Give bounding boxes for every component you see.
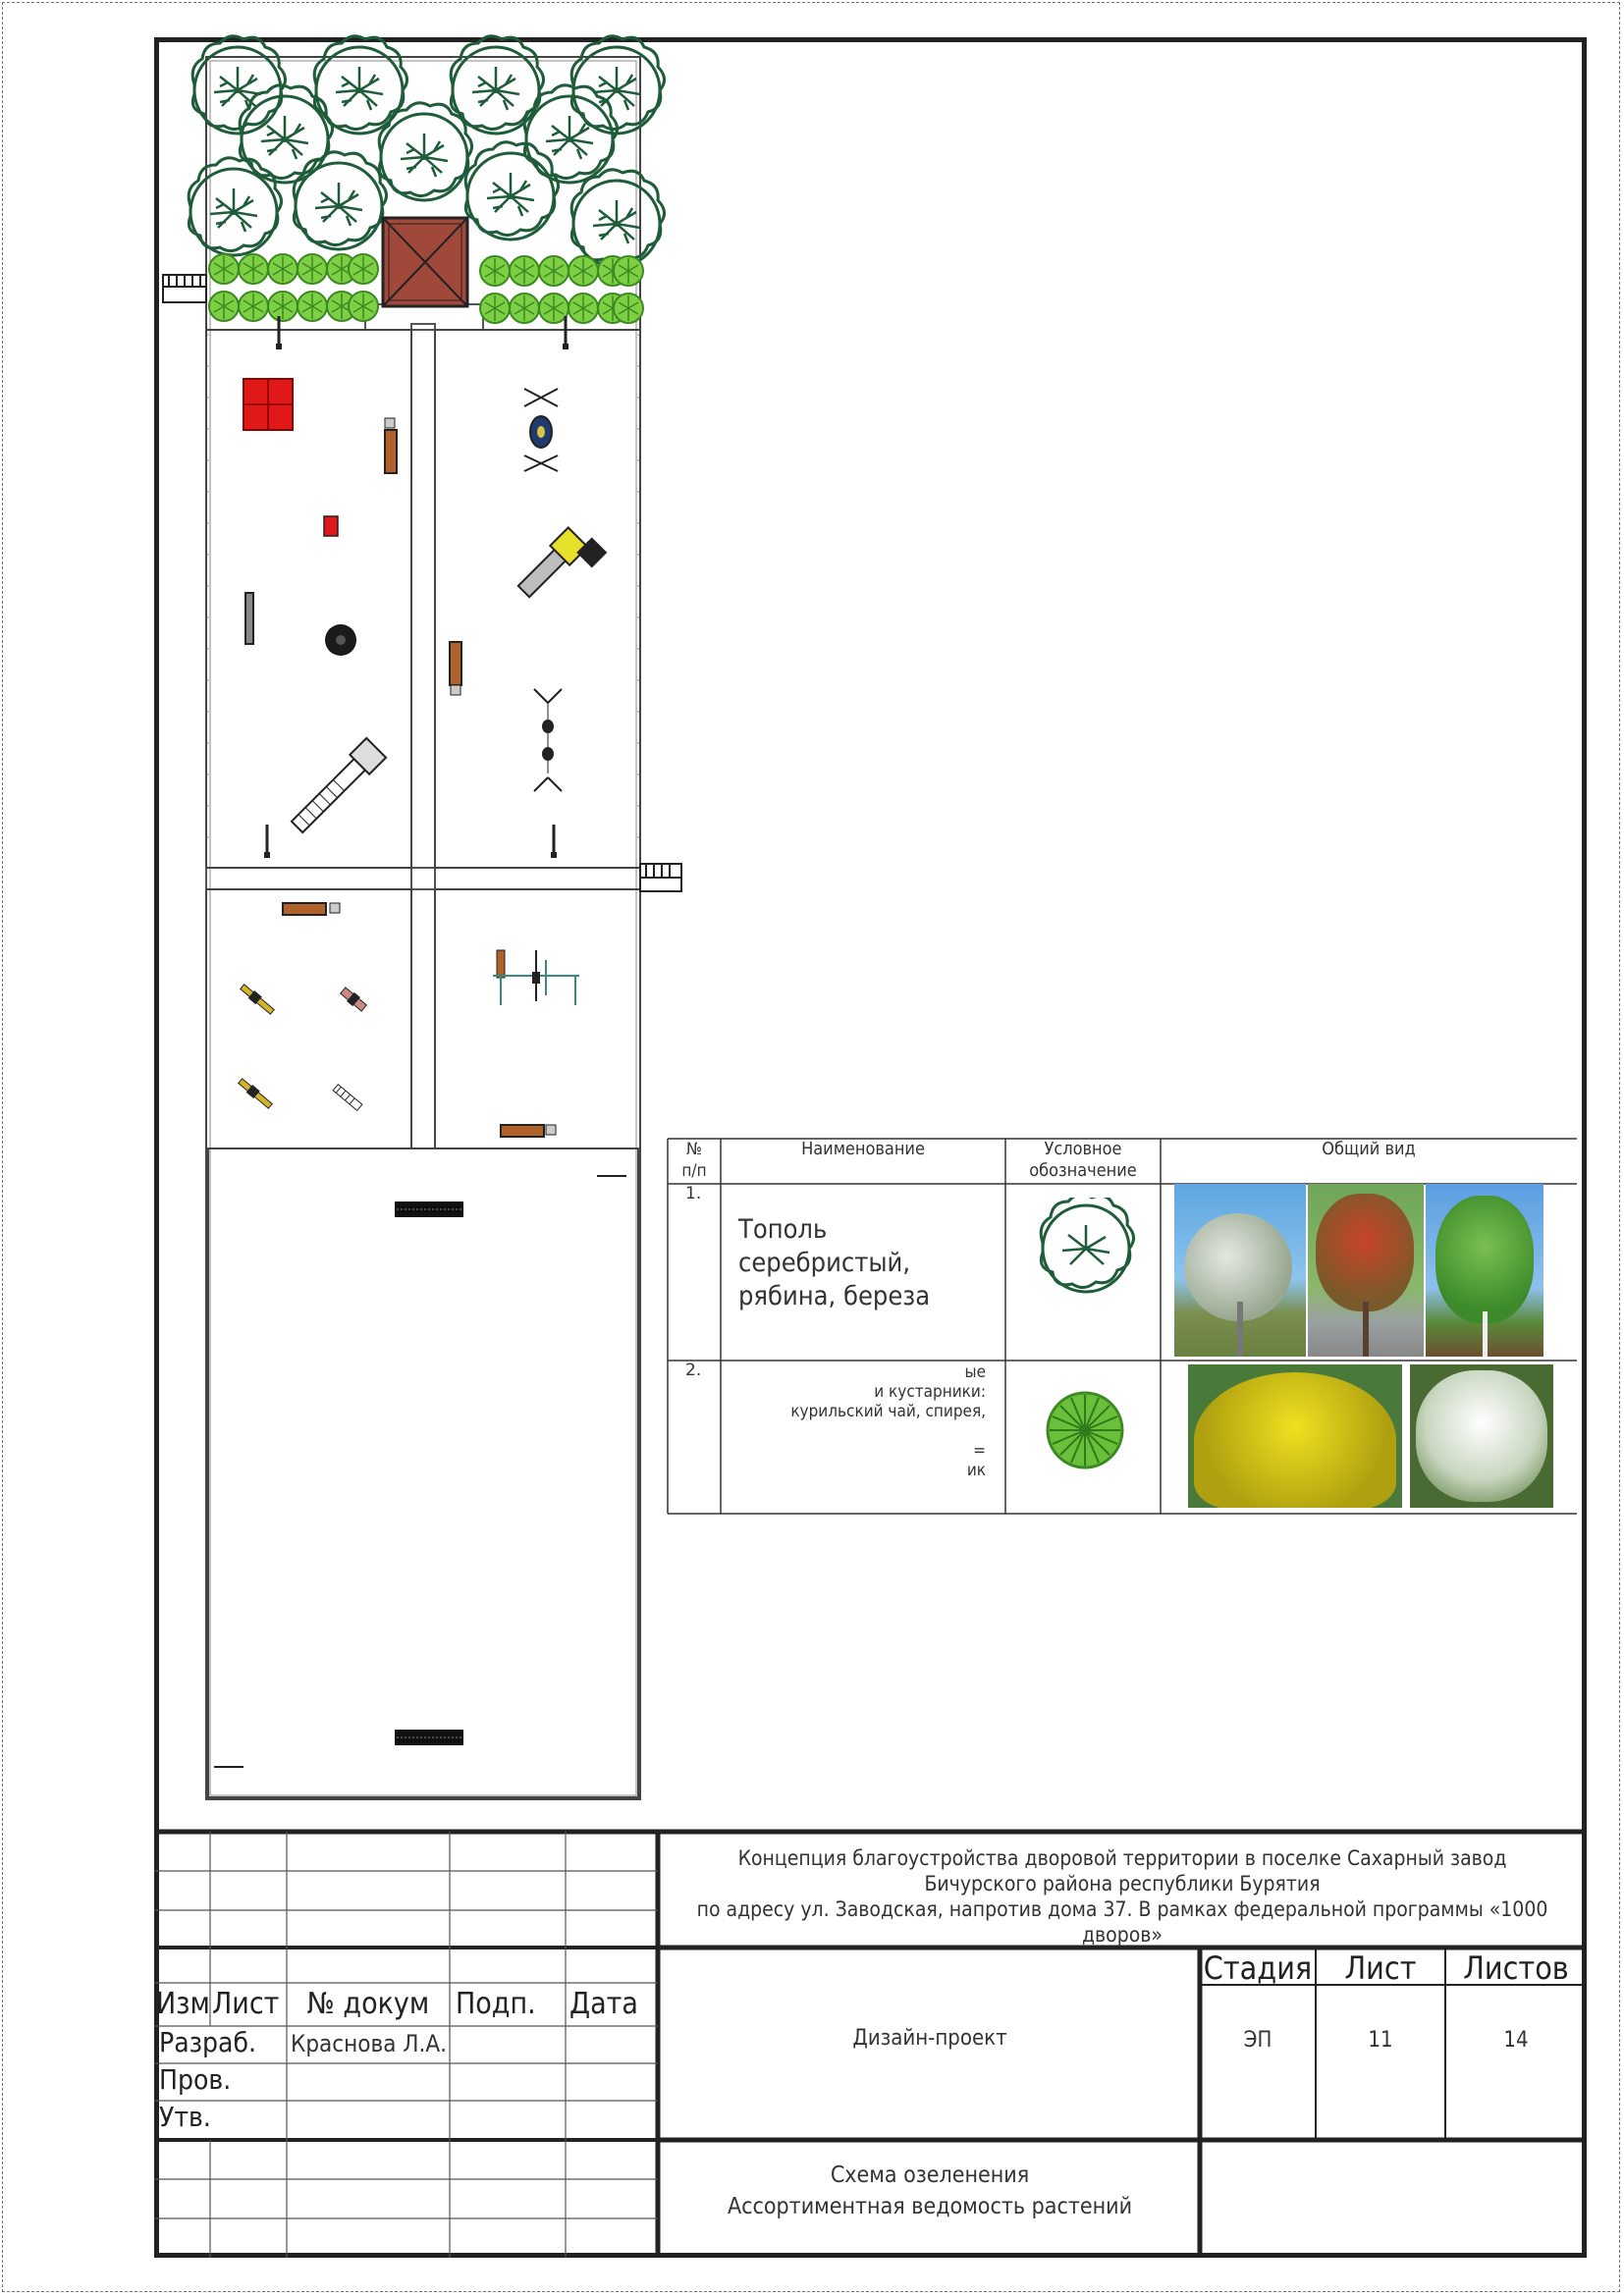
sheets-header: Листов [1463,1949,1569,1987]
row-2-name-line-1: ые [964,1362,986,1382]
drawing-title-line-1: Схема озеленения [830,2163,1030,2188]
role-checked: Пров. [159,2063,232,2096]
role-approved: Утв. [159,2101,211,2133]
role-developer: Разраб. [159,2026,256,2058]
sheet-header: Лист [1344,1949,1417,1987]
header-view: Общий вид [1322,1139,1416,1159]
developer-name: Краснова Л.А. [291,2030,447,2057]
col-date: Дата [569,1987,638,2021]
project-title [660,1845,1585,1948]
project-title-line-1: Концепция благоустройства дворовой территории в поселке Сахарный завод [737,1846,1507,1870]
header-symbol: Условное обозначение [1029,1139,1137,1181]
sheet-value: 11 [1368,2028,1393,2053]
drawing-title [660,2160,1200,2222]
drawing-title-line-2: Ассортиментная ведомость растений [727,2194,1133,2219]
col-doc-num: № докум [306,1987,430,2021]
row-1-num: 1. [685,1184,702,1203]
row-1-name: Тополь серебристый, рябина, береза [738,1214,931,1311]
stage-header: Стадия [1203,1949,1313,1987]
row-2-name-line-2: и кустарники: [874,1382,986,1402]
header-name: Наименование [801,1139,925,1159]
row-2-num: 2. [685,1361,702,1380]
header-num: № п/п [681,1140,707,1181]
stage-value: ЭП [1243,2028,1272,2053]
doc-type: Дизайн-проект [852,2026,1007,2051]
project-title-line-3: по адресу ул. Заводская, напротив дома 37. В рамках федеральной программы «1000 дворов» [696,1897,1548,1947]
row-2-name-line-4: = [973,1441,986,1461]
col-izm: Изм [156,1987,210,2021]
row-2-name-line-3: курильский чай, спирея, [790,1402,986,1421]
sheets-value: 14 [1503,2028,1529,2053]
col-sign: Подп. [456,1987,536,2021]
project-title-line-2: Бичурского района республики Бурятия [924,1872,1321,1896]
col-list: Лист [212,1987,280,2021]
row-2-name-line-5: ик [966,1461,986,1480]
